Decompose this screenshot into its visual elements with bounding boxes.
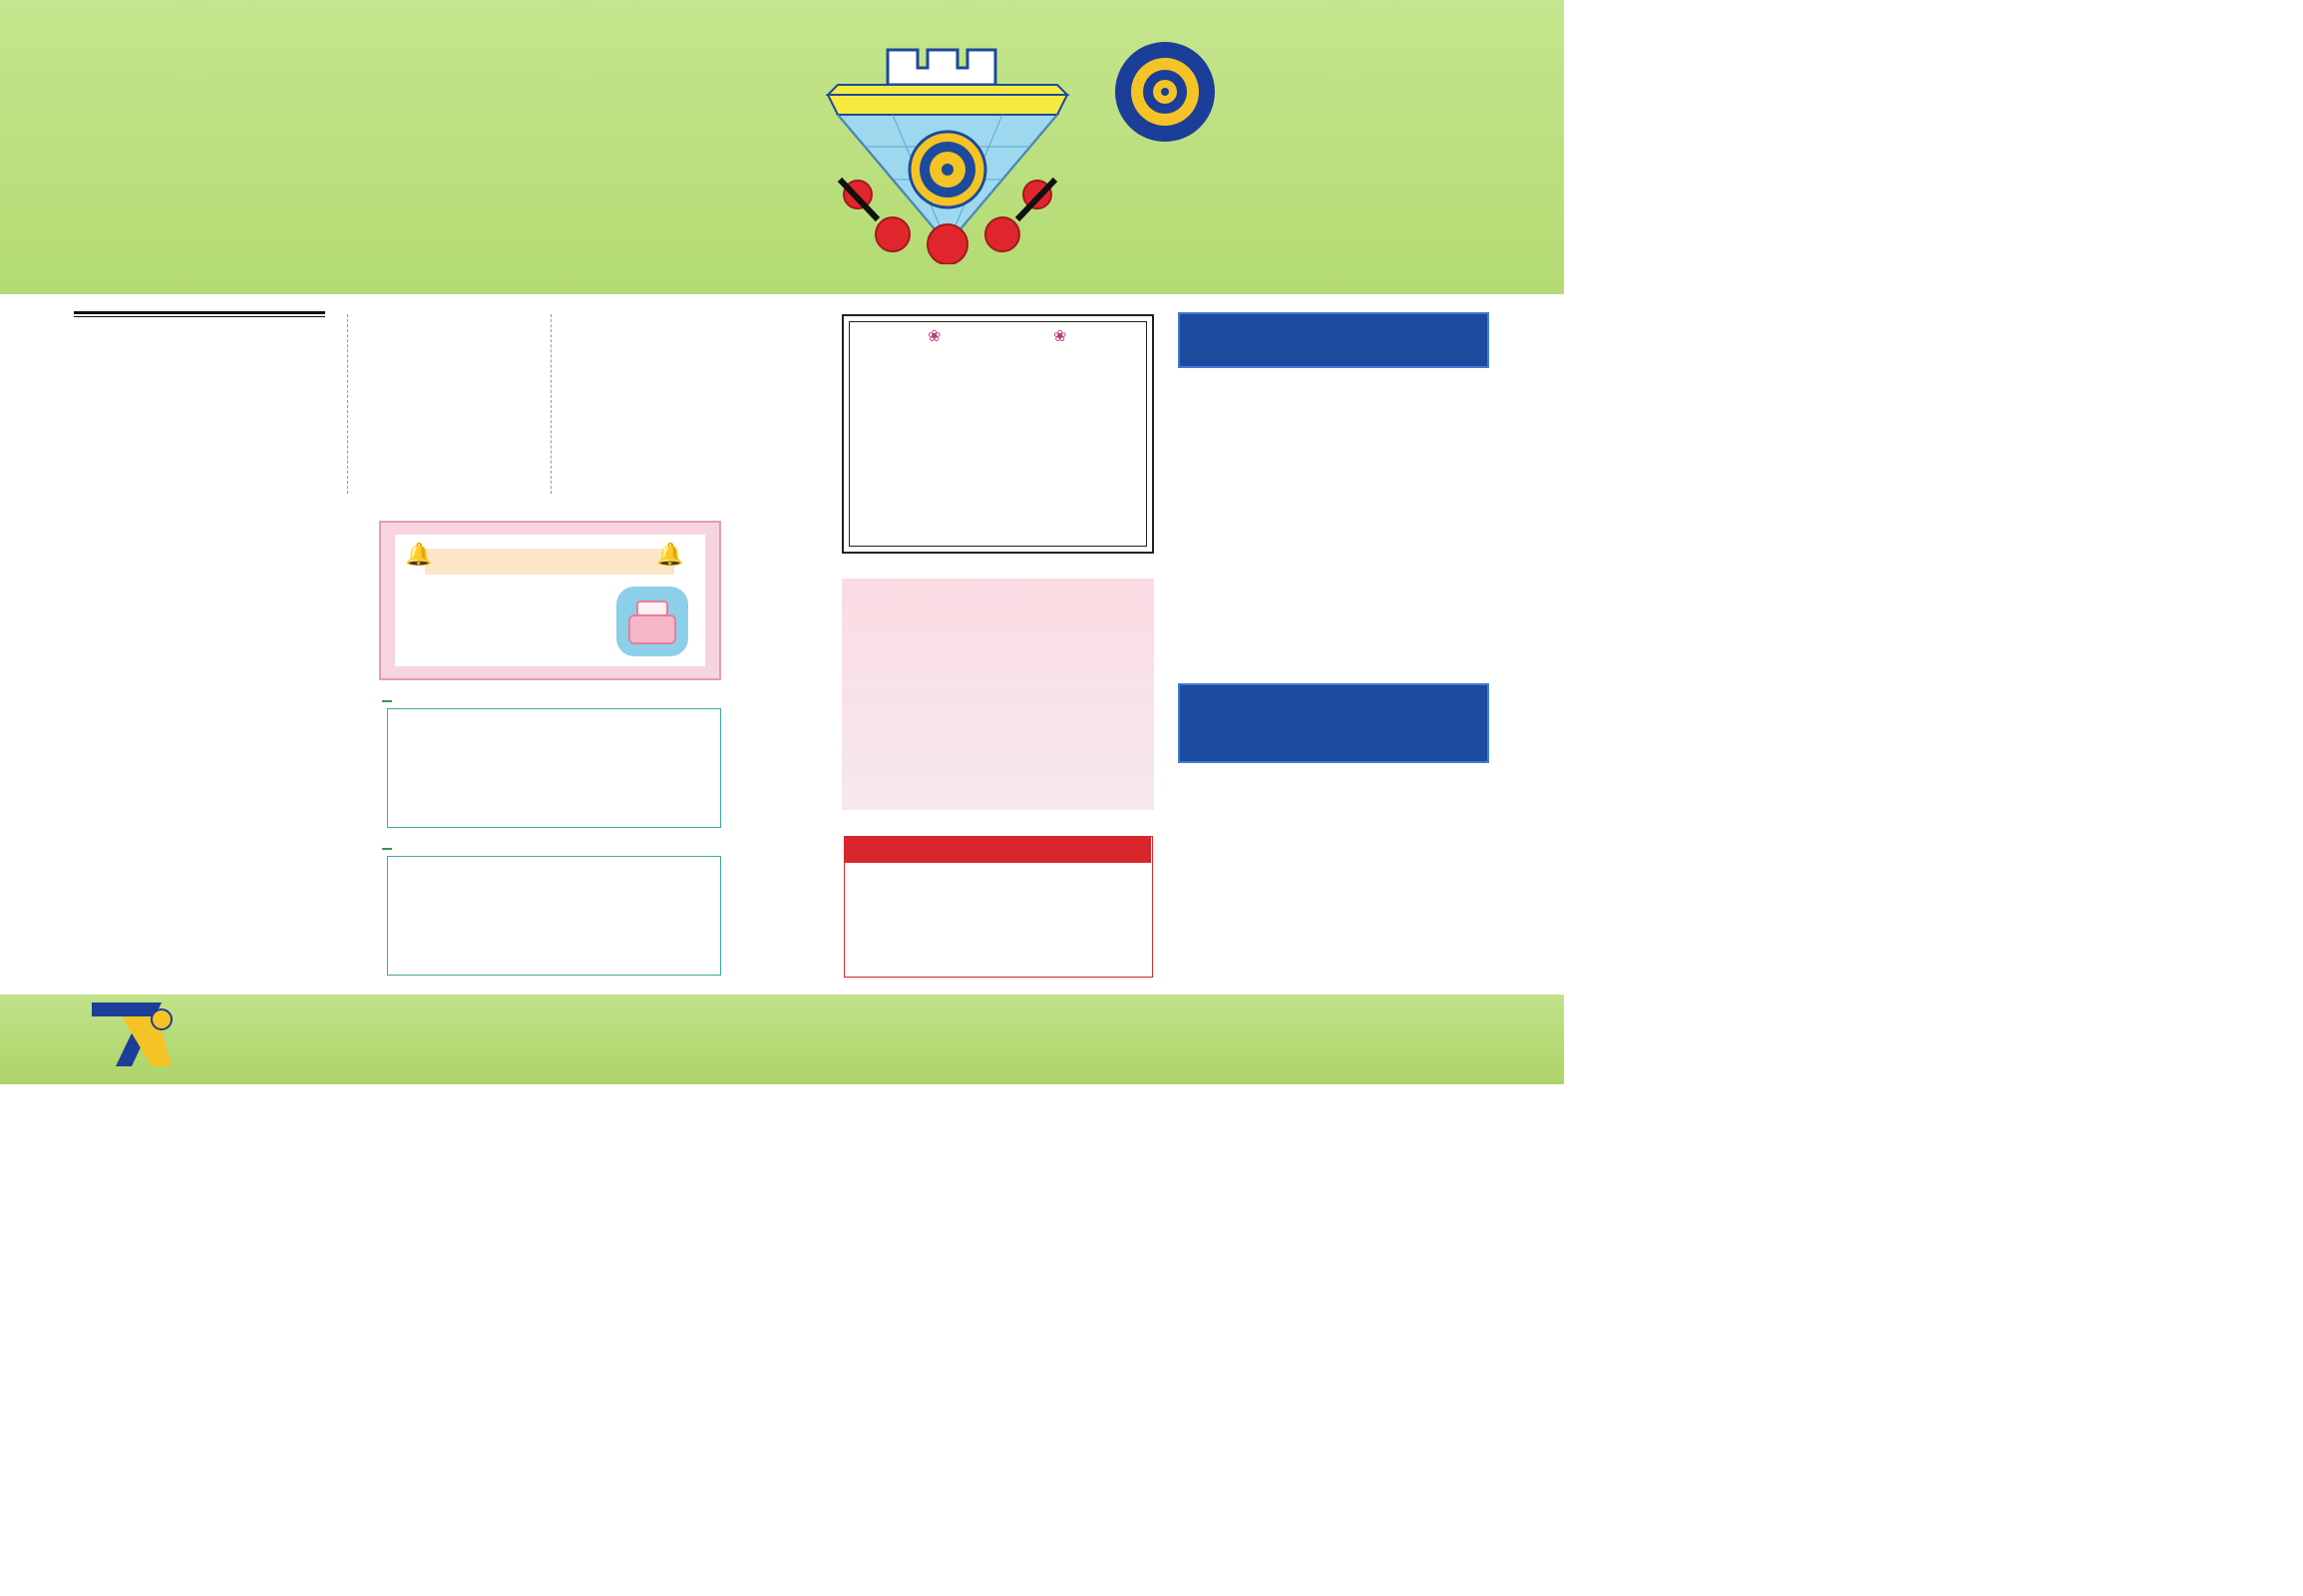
mourning-notice [842,314,1154,554]
fireside-box [842,579,1154,810]
next-meeting-1-tag [382,700,392,702]
slogan-2 [211,1036,232,1066]
next-meeting-1 [387,708,721,828]
bell-icon-left: 🔔 [405,543,433,568]
divider-1 [347,314,348,494]
mission-title [46,40,76,190]
invite-box [844,836,1153,978]
castle-emblem [818,40,1077,264]
birthday-inner [395,535,705,666]
footer-banner [0,995,1564,1084]
joint2-head [1178,683,1489,763]
rotary-logo [1113,40,1217,144]
centennial-logo [92,995,184,1074]
report-column [74,309,325,342]
next-meeting-2-tag [382,848,392,850]
bell-icon-right: 🔔 [656,543,684,568]
s6-total [74,321,325,342]
next-meeting-2 [387,856,721,976]
flower-icon-left: ❀ [928,326,942,345]
birthday-title [425,549,674,575]
joint1-head [1178,312,1489,368]
invite-title [845,837,1151,863]
report-title [74,309,325,314]
cake-icon [616,587,688,656]
flower-icon-right: ❀ [1053,326,1067,345]
divider-2 [551,314,552,494]
header-banner [0,0,1564,294]
four-way-title [527,42,557,192]
birthday-box [379,521,721,680]
officers-line [73,229,161,247]
slogan-1 [211,1006,232,1036]
